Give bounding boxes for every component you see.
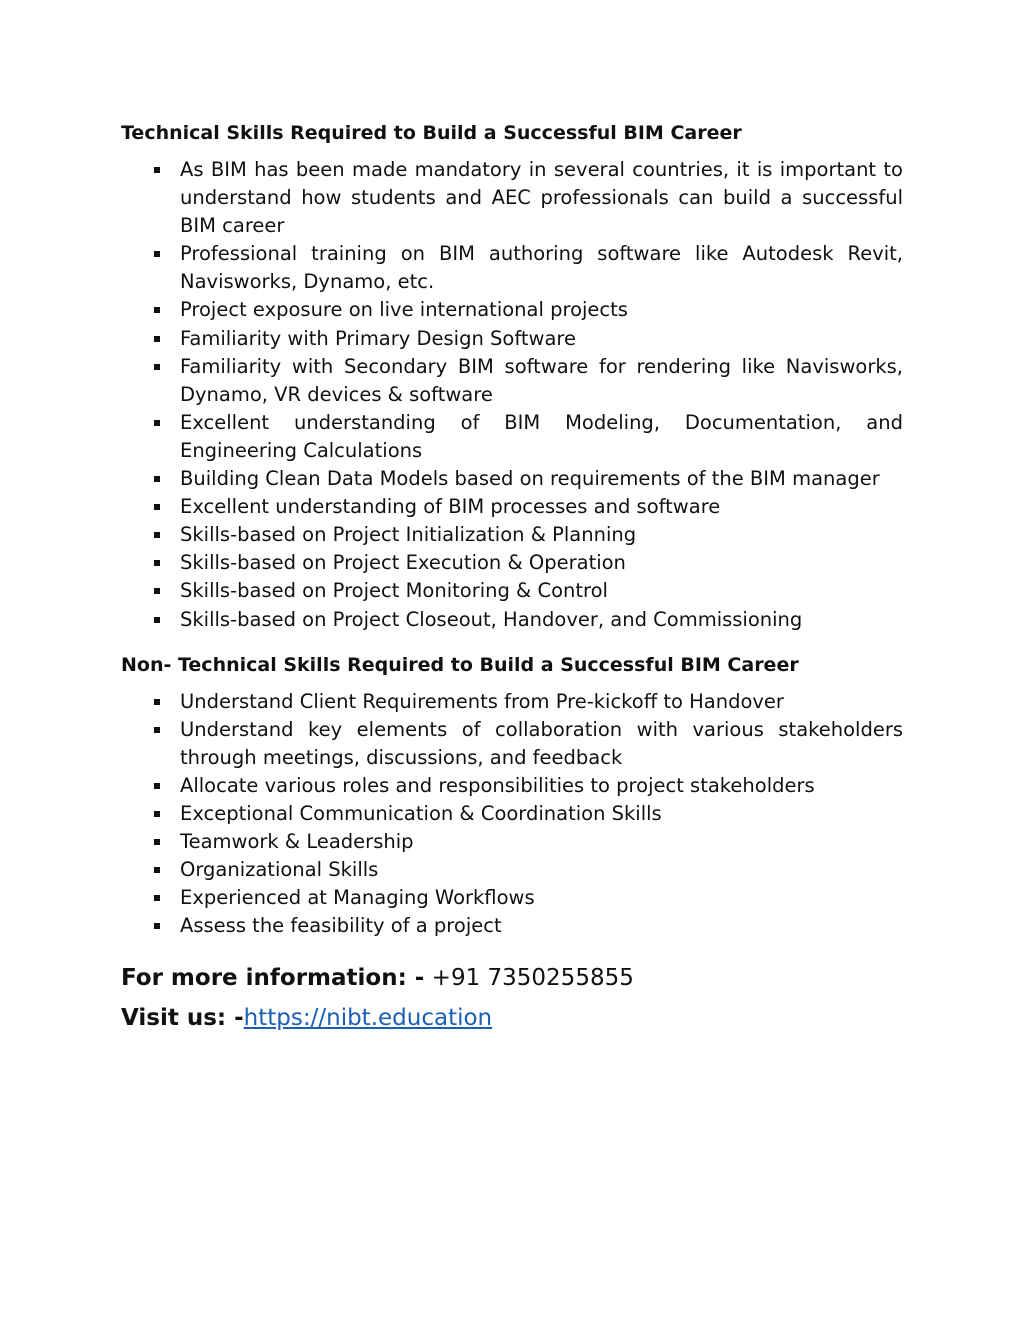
list-item: Excellent understanding of BIM Modeling, Documentation, and Engineering Calculations (121, 409, 903, 465)
non-technical-skills-section (121, 650, 903, 941)
list-item: Exceptional Communication & Coordination Skills (121, 800, 903, 828)
list-item: Skills-based on Project Closeout, Handover, and Commissioning (121, 606, 903, 634)
list-item: Experienced at Managing Workflows (121, 884, 903, 912)
more-info-label: For more information: - (121, 965, 425, 992)
list-item: Professional training on BIM authoring software like Autodesk Revit, Navisworks, Dynamo, etc. (121, 240, 903, 296)
square-bullet-icon (154, 364, 160, 370)
technical-skills-list (121, 156, 903, 634)
visit-label: Visit us: - (121, 1005, 244, 1032)
square-bullet-icon (154, 420, 160, 426)
technical-skills-heading: Technical Skills Required to Build a Successful BIM Career (121, 122, 742, 144)
list-item: Building Clean Data Models based on requirements of the BIM manager (121, 465, 903, 493)
square-bullet-icon (154, 895, 160, 901)
square-bullet-icon (154, 251, 160, 257)
more-info-line (121, 958, 903, 998)
square-bullet-icon (154, 167, 160, 173)
square-bullet-icon (154, 476, 160, 482)
square-bullet-icon (154, 336, 160, 342)
square-bullet-icon (154, 588, 160, 594)
square-bullet-icon (154, 532, 160, 538)
square-bullet-icon (154, 811, 160, 817)
list-item: Excellent understanding of BIM processes and software (121, 493, 903, 521)
list-item: Allocate various roles and responsibilities to project stakeholders (121, 772, 903, 800)
non-technical-skills-list (121, 688, 903, 941)
square-bullet-icon (154, 839, 160, 845)
list-item: Organizational Skills (121, 856, 903, 884)
website-link[interactable]: https://nibt.education (243, 1005, 493, 1032)
list-item: Skills-based on Project Monitoring & Control (121, 577, 903, 605)
list-item: Teamwork & Leadership (121, 828, 903, 856)
list-item: Familiarity with Secondary BIM software for rendering like Navisworks, Dynamo, VR devices & software (121, 353, 903, 409)
document-content (121, 118, 903, 1038)
square-bullet-icon (154, 923, 160, 929)
square-bullet-icon (154, 783, 160, 789)
list-item: Project exposure on live international projects (121, 296, 903, 324)
visit-line (121, 998, 903, 1038)
square-bullet-icon (154, 617, 160, 623)
technical-skills-section (121, 118, 903, 634)
list-item: Understand Client Requirements from Pre-kickoff to Handover (121, 688, 903, 716)
list-item: Understand key elements of collaboration with various stakeholders through meetings, discussions, and feedback (121, 716, 903, 772)
square-bullet-icon (154, 307, 160, 313)
phone-number: +91 7350255855 (424, 965, 634, 992)
list-item: Skills-based on Project Execution & Operation (121, 549, 903, 577)
square-bullet-icon (154, 560, 160, 566)
list-item: Familiarity with Primary Design Software (121, 325, 903, 353)
square-bullet-icon (154, 867, 160, 873)
non-technical-skills-heading: Non- Technical Skills Required to Build a Successful BIM Career (121, 653, 799, 676)
list-item: As BIM has been made mandatory in several countries, it is important to understand how students and AEC professionals can build a successful BIM career (121, 156, 903, 240)
contact-section (121, 958, 903, 1038)
square-bullet-icon (154, 699, 160, 705)
list-item: Assess the feasibility of a project (121, 912, 903, 940)
list-item: Skills-based on Project Initialization & Planning (121, 521, 903, 549)
square-bullet-icon (154, 727, 160, 733)
square-bullet-icon (154, 504, 160, 510)
